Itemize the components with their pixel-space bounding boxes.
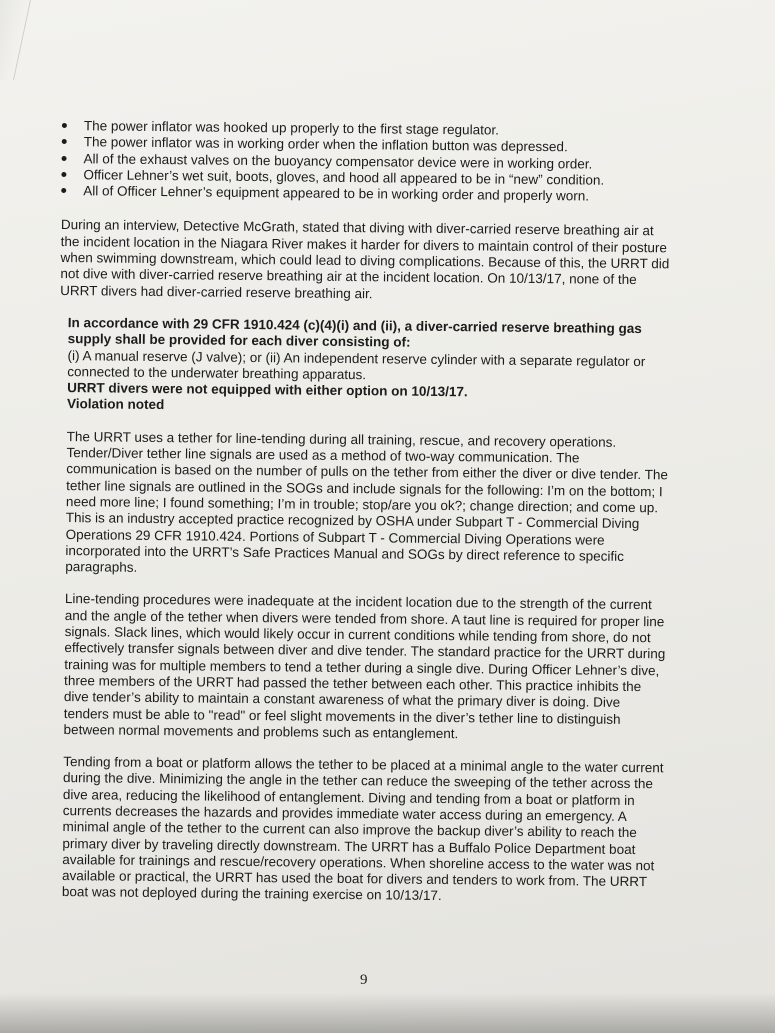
page-number: 9 bbox=[360, 972, 368, 988]
list-item-text: All of Officer Lehner’s equipment appeared to be in working order and properly worn. bbox=[83, 183, 590, 204]
list-item-text: The power inflator was in working order when the inflation button was depressed. bbox=[83, 134, 568, 155]
interview-paragraph: During an interview, Detective McGrath, stated that diving with diver-carried reserve breathing air at the incident location in the Niagara River makes it harder for divers to maintain control of their posture when swimming downstream, which could lead to diving complications. Because of this, the URRT did not dive with diver-carried reserve breathing air at the incident location. On 10/13/17, none of the URRT divers had diver-carried reserve breathing air. bbox=[60, 217, 670, 301]
regulation-heading: In accordance with 29 CFR 1910.424 (c)(4)(i) and (ii), a diver-carried reserve breathing gas supply shall be provided for each diver consisting of: bbox=[67, 315, 642, 350]
list-item-text: Officer Lehner’s wet suit, boots, gloves, and hood all appeared to be in “new” condition. bbox=[83, 167, 605, 188]
line-tending-paragraph: Line-tending procedures were inadequate at the incident location due to the strength of the current and the angle of the tether when divers were tended from shore. A taut line is required for proper line signals. Slack lines, which would likely occur in current conditions while tending from shore, do not effectively transfer signals between diver and dive tender. The standard practice for the URRT during training was for multiple members to tend a tether during a single dive. During Officer Lehner’s dive, three members of the URRT had passed the tether between each other. This practice inhibits the dive tender’s ability to maintain a constant awareness of what the primary diver is doing. Dive tenders must be able to "read" or feel slight movements in the diver’s tether line to distinguish between normal movements and problems such as entanglement. bbox=[63, 591, 666, 741]
page-fold-corner bbox=[0, 0, 31, 80]
bullet-icon bbox=[61, 188, 66, 193]
bullet-icon bbox=[62, 156, 67, 161]
page-content bbox=[54, 118, 674, 923]
equipment-findings-list bbox=[61, 118, 674, 206]
list-item-text: The power inflator was hooked up properly to the first stage regulator. bbox=[83, 118, 499, 138]
list-item-text: All of the exhaust valves on the buoyancy compensator device were in working order. bbox=[83, 150, 593, 172]
bullet-icon bbox=[61, 172, 66, 177]
regulation-block bbox=[67, 315, 672, 419]
regulation-finding: URRT divers were not equipped with either option on 10/13/17. bbox=[67, 380, 468, 400]
bottom-shadow bbox=[0, 993, 775, 1033]
regulation-options: (i) A manual reserve (J valve); or (ii) An independent reserve cylinder with a separate regulator or connected to the underwater breathing apparatus. bbox=[67, 347, 646, 383]
tether-paragraph: The URRT uses a tether for line-tending during all training, rescue, and recovery operations. Tender/Diver tether line signals are used as a method of two-way communication. The communication is based on the number of pulls on the tether from either the diver or dive tender. The tether line signals are outlined in the SOGs and include signals for the following: I’m on the bottom; I need more line; I found something; I’m in trouble; stop/are you ok?; change direction; and come up. This is an industry accepted practice recognized by OSHA under Subpart T - Commercial Diving Operations 29 CFR 1910.424. Portions of Subpart T - Commercial Diving Operations were incorporated into the URRT’s Safe Practices Manual and SOGs by direct reference to specific paragraphs. bbox=[65, 428, 668, 575]
violation-label: Violation noted bbox=[66, 396, 165, 413]
bullet-icon bbox=[62, 123, 67, 128]
bullet-icon bbox=[62, 139, 67, 144]
boat-paragraph: Tending from a boat or platform allows the tether to be placed at a minimal angle to the water current during the dive. Minimizing the angle in the tether can reduce the sweeping of the tether across the dive area, reducing the likelihood of entanglement. Diving and tending from a boat or platform in currents decreases the hazards and provides immediate water access during an emergency. A minimal angle of the tether to the current can also improve the backup diver’s ability to reach the primary diver by traveling directly downstream. The URRT has a Buffalo Police Department boat available for trainings and rescue/recovery operations. When shoreline access to the water was not available or practical, the URRT has used the boat for divers and tenders to work from. The URRT boat was not deployed during the training exercise on 10/13/17. bbox=[61, 754, 664, 904]
